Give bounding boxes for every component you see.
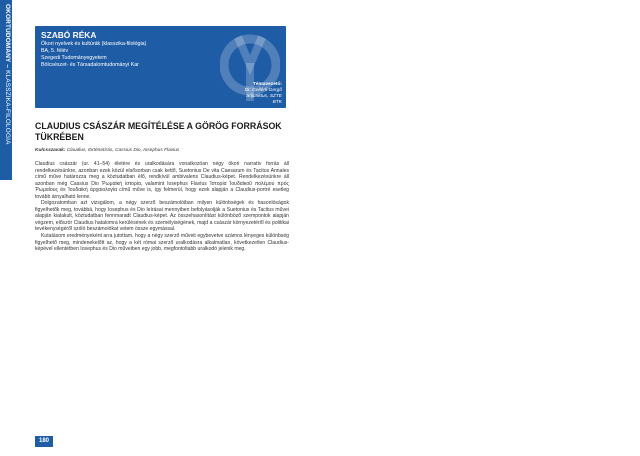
keywords-label: Kulcsszavak: (35, 148, 66, 153)
paragraph: Claudius császár (ur. 41–54) életére és uralkodására vonatkozóan négy ókori narratív forrás áll rendelkezésünkre, azonban ezek közül elsősorban csak kettő, Suetonius De vita Caesarum és Tacitus Annales című műve határozza meg a köztudatban élő, rendkívül ambivalens Claudius-képet. Rendelkezésünkre áll azonban még Cassius Dio Ῥωμαϊκὴ ἱστορία, valamint Iosephus Flavius Ἱστορία Ἰουδαϊκοῦ πολέμου πρὸς Ῥωμαίους és Ἰουδαϊκὴ ἀρχαιολογία című műve is, így felmerül, hogy ezek alapján a Claudius-portré esetleg tovább árnyalható lenne. (35, 161, 289, 200)
author-semester: BA, 5. félév (41, 48, 69, 54)
article-title: CLAUDIUS CSÁSZÁR MEGÍTÉLÉSE A GÖRÖG FORRÁSOK TÜKRÉBEN (35, 121, 282, 142)
page-number: 180 (35, 436, 53, 447)
author-box (35, 26, 286, 108)
section-label-light: KLASSZIKA-FILOLÓGIA (4, 70, 11, 145)
side-strip (0, 0, 12, 180)
author-university: Szegedi Tudományegyetem (41, 55, 107, 61)
section-label-strong: OKORTUDOMÁNY – (4, 4, 11, 71)
paragraph: Kutatásom eredményeként arra jutottam, hogy a négy szerző műveit egybevetve számos lényeges különbség figyelhető meg, mindenekelőtt az, hogy a két római szerző uralkodásra alkalmatlan, következetlen Claudius-képével ellentétben Iosephus és Dio műveiben egy jobb, megfontoltabb uralkodó jelenik meg. (35, 233, 289, 253)
paragraph: Dolgozatomban azt vizsgálom, a négy szerző beszámolóiban milyen különbségek és hasonlóságok figyelhetők meg, továbbá, hogy Iosephus és Dio leírásai mennyiben befolyásolják a Suetonius és Tacitus művei alapján kialakult, köztudatban fennmaradt Claudius-képet. Az összehasonlítást különböző szempontok alapján végzem, először Claudius hatalomra kerülésének és személyiségének, majd a császár környezetéről és politikai tevékenységéről szóló beszámolókat vetem össze egymással. (35, 200, 289, 233)
author-program: Ókori nyelvek és kultúrák (klasszika-filológia) (41, 41, 147, 47)
advisor-block (238, 82, 282, 106)
advisor-label: Témavezető: (252, 82, 282, 87)
author-details (41, 41, 146, 69)
author-faculty: Bölcsészet- és Társadalomtudományi Kar (41, 62, 139, 68)
side-bar (0, 0, 14, 456)
advisor-role: adjunktus, SZTE BTK (246, 94, 282, 106)
advisor-name: Dr. Gellérfi Gergő (244, 88, 282, 94)
author-name: SZABÓ RÉKA (41, 30, 97, 40)
keywords (35, 148, 295, 154)
article-body (35, 161, 289, 253)
section-label (1, 4, 11, 180)
keywords-list: Claudius, történetírás, Cassius Dio, Iosephus Flavius (66, 148, 180, 153)
